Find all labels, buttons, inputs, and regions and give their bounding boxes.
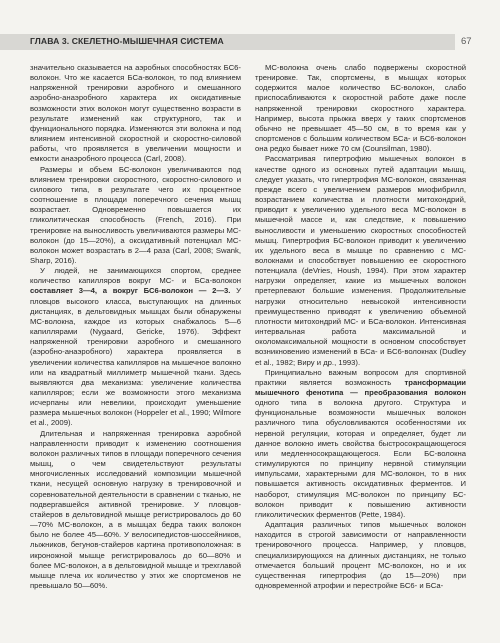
paragraph: значительно сказывается на аэробных способностях БС6-волокон. Что же касается БСа-волокон, то под влиянием напряженной тренировки аэробного и смешанного аэробно-анаэробного характера их оксидативные возможности этих волокон могут существенно возрасти в результате изменений как структурного, так и функционального порядка. Изменяются эти волокна и под влиянием интенсивной скоростной и скоростно-силовой работы, что проявляется в увеличении мощности и емкости анаэробного процесса (Carl, 2008). [30, 63, 241, 164]
paragraph-text: У людей, не занимающихся спортом, среднее количество капилляров вокруг МС- и БСа-волокон [30, 266, 241, 286]
paragraph: Размеры и объем БС-волокон увеличиваются под влиянием тренировки скоростного, скоростно-силового и силового типа, в результате чего их процентное соотношение в площади поперечного сечения мышц возрастает. Одновременно повышается их гликолитическая способность (French, 2016). При тренировке на выносливость увеличиваются размеры МС-волокон (до 15—20%), а оксидативный потенциал МС-волокон может возрастать в 2—4 раза (Carl, 2008; Swank, Sharp, 2016). [30, 164, 241, 265]
left-column [30, 63, 241, 628]
paragraph: Адаптация различных типов мышечных волокон находится в строгой зависимости от направленности тренировочного процесса. Например, у пловцов, специализирующихся на длинных дистанциях, не только отмечается больший процент МС-волокон, но и их существенная гипертрофия (до 15—20%) при одновременной атрофии и перестройке БС6- и БСа- [255, 520, 466, 590]
paragraph: МС-волокна очень слабо подвержены скоростной тренировке. Так, спортсмены, в мышцах которых содержится малое количество БС-волокон, слабо приспосабливаются к скоростной работе даже после напряженной тренировки скоростного характера. Например, высота прыжка вверх у таких спортсменов обычно не превышает 45—50 см, в то время как у спортсменов с большим количеством БСа- и БС6-волокон она редко бывает ниже 70 см (Counsilman, 1980). [255, 63, 466, 154]
paragraph [255, 368, 466, 520]
bold-phrase: составляет 3—4, а вокруг БС6-волокон — 2—3. [30, 286, 231, 296]
paragraph: Длительная и напряженная тренировка аэробной направленности приводит к изменению соотношения волокон различных типов в площади поперечного сечения мышц, о чем свидетельствуют результаты многочисленных исследований композиции мышечной ткани, несущей основную нагрузку в тренировочной и соревновательной деятельности в сравнении с тканью, не подвергавшейся активной тренировке. У пловцов-стайеров в дельтовидной мышце регистрировалось до 60—70% МС-волокон, а в мышцах бедра таких волокон было не более 45—60%. У велосипедистов-шоссейников, лыжников, бегунов-стайеров картина противоположная: в икроножной мышце регистрировалось до 60—80% и более МС-волокон, а в дельтовидной мышце и трехглавой мышце плеча их количество у этих же спортсменов не превышало 50—60%. [30, 428, 241, 590]
paragraph-text: Принципиально важным вопросом для спортивной практики является возможность [255, 367, 466, 387]
body-columns [30, 63, 466, 628]
page-number: 67 [461, 36, 472, 47]
paragraph-text: У пловцов высокого класса, выступающих на длинных дистанциях, в дельтовидных мышцах были обнаружены МС-волокна, каждое из которых снабжалось 5—6 капиллярами (Nygaard, Gericke, 1976). Эффект напряженной тренировки аэробного и смешанного (аэробно-анаэробного) характера проявляется в увеличении количества капилляров на мышечное волокно или на квадратный миллиметр мышечной ткани. Здесь выявляются два механизма: увеличение количества капилляров; если же возможности этого механизма исчерпаны или невелики, происходит уменьшение размера мышечных волокон (Hoppeler et al., 1990; Wilmore et al., 2009). [30, 286, 241, 428]
paragraph [30, 266, 241, 429]
paragraph: Рассматривая гипертрофию мышечных волокон в качестве одного из основных путей адаптации мышц, следует указать, что гипертрофия МС-волокон, связанная прежде всего с увеличением размеров миофибрилл, возрастанием количества и плотности митохондрий, приводит к увеличению удельного веса МС-волокон в мышечной массе и, как следствие, к повышению выносливости и уменьшению скоростных способностей мышц. Гипертрофия БС-волокон приводит к увеличению их удельного веса в мышце по сравнению с МС-волокнами и способствует повышению ее скоростного потенциала (deVries, Housh, 1994). При этом характер нагрузки определяет, какие из мышечных волокон претерпевают большие изменения. Продолжительные нагрузки относительно невысокой интенсивности преимущественно приводят к увеличению объемной плотности митохондрий МС- и БСа-волокон. Интенсивная интервальная работа максимальной и околомаксимальной мощности в основном способствует возникновению изменений в БСа- и БС6-волокнах (Dudley et al., 1982; Виру и др., 1993). [255, 154, 466, 367]
paragraph-text: одного типа в волокна другого. Структура и функциональные возможности мышечных волокон различного типа обусловливаются особенностями их нервной регуляции, которая и определяет, будет ли данное волокно иметь свойства быстросокращающегося или медленносокращающегося. Если БС-волокна стимулируются по принципу нервной стимуляции импульсами, характерными для МС-волокон, то в них повышается активность оксидативных ферментов. И наоборот, стимуляция МС-волокон по принципу БС-волокон приводит к повышению активности гликолитических ферментов (Pette, 1984). [255, 398, 466, 519]
chapter-title: ГЛАВА 3. СКЕЛЕТНО-МЫШЕЧНАЯ СИСТЕМА [30, 36, 224, 46]
right-column [255, 63, 466, 628]
running-header [0, 34, 500, 50]
bold-phrase: трансформации мышечного фенотипа — преобразования волокон [255, 377, 466, 397]
